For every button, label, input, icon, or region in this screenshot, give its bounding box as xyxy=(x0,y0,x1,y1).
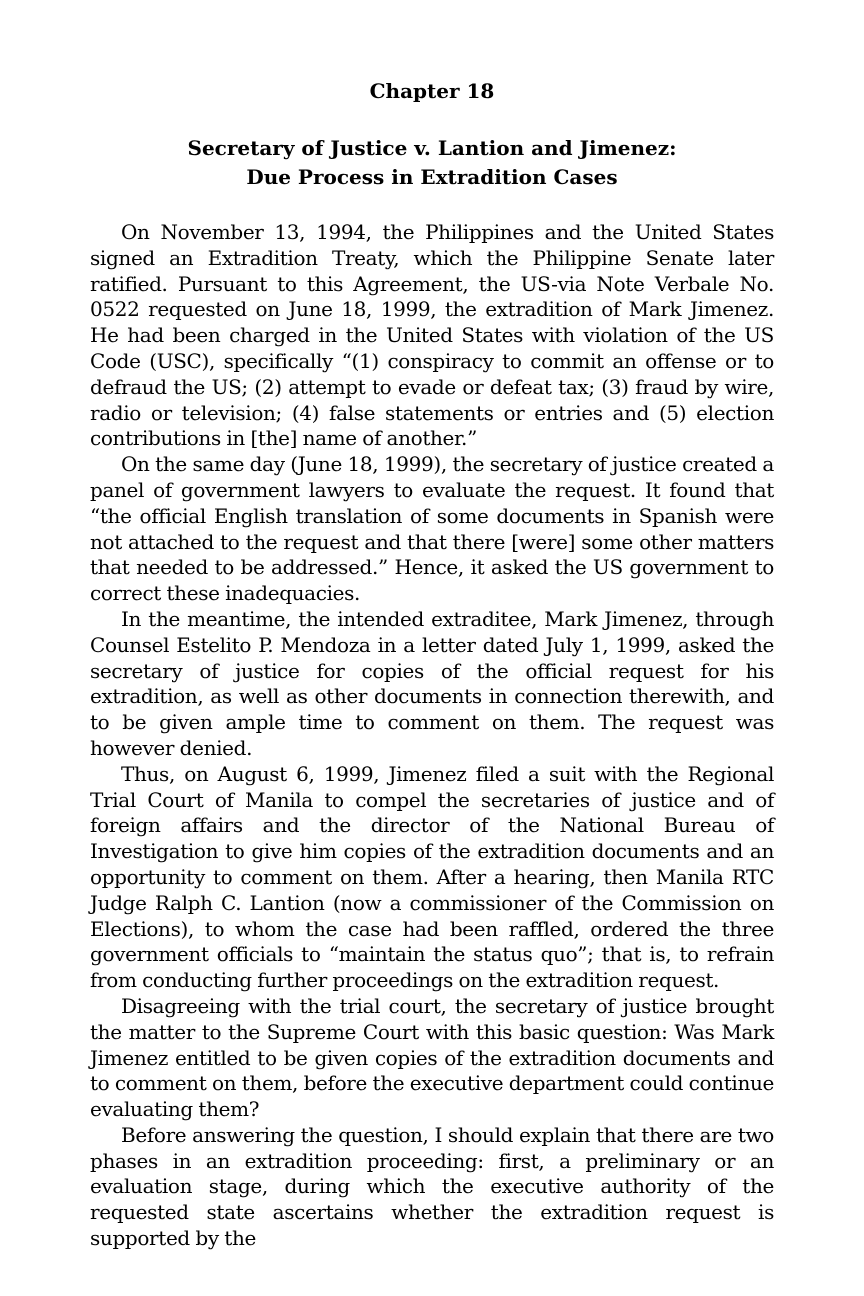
chapter-title-line-1: Secretary of Justice v. Lantion and Jimenez: xyxy=(187,136,677,160)
paragraph: On the same day (June 18, 1999), the secretary of justice created a panel of government lawyers to evaluate the request. It found that “the official English translation of some documents in Spanish were not attached to the request and that there [were] some other matters that needed to be addressed.” Hence, it asked the US government to correct these inadequacies. xyxy=(90,452,774,606)
paragraph: Before answering the question, I should explain that there are two phases in an extradition proceeding: first, a preliminary or an evaluation stage, during which the executive authority of the requested state ascertains whether the extradition request is supported by the xyxy=(90,1122,774,1251)
chapter-title xyxy=(90,134,774,192)
chapter-heading: Chapter 18 xyxy=(369,79,495,103)
paragraph: Thus, on August 6, 1999, Jimenez filed a suit with the Regional Trial Court of Manila to compel the secretaries of justice and of foreign affairs and the director of the National Bureau of Investigation to give him copies of the extradition documents and an opportunity to comment on them. After a hearing, then Manila RTC Judge Ralph C. Lantion (now a commissioner of the Commission on Elections), to whom the case had been raffled, ordered the three government officials to “maintain the status quo”; that is, to refrain from conducting further proceedings on the extradition request. xyxy=(90,761,774,993)
document-page xyxy=(90,76,774,1252)
chapter-title-line-2: Due Process in Extradition Cases xyxy=(246,165,618,189)
paragraph: In the meantime, the intended extraditee, Mark Jimenez, through Counsel Estelito P. Mendoza in a letter dated July 1, 1999, asked the secretary of justice for copies of the official request for his extradition, as well as other documents in connection therewith, and to be given ample time to comment on them. The request was however denied. xyxy=(90,606,774,760)
paragraph: On November 13, 1994, the Philippines and the United States signed an Extradition Treaty, which the Philippine Senate later ratified. Pursuant to this Agreement, the US-via Note Verbale No. 0522 requested on June 18, 1999, the extradition of Mark Jimenez. He had been charged in the United States with violation of the US Code (USC), specifically “(1) conspiracy to commit an offense or to defraud the US; (2) attempt to evade or defeat tax; (3) fraud by wire, radio or television; (4) false statements or entries and (5) election contributions in [the] name of another.” xyxy=(90,220,774,451)
body-text xyxy=(90,220,774,1252)
paragraph: Disagreeing with the trial court, the secretary of justice brought the matter to the Supreme Court with this basic question: Was Mark Jimenez entitled to be given copies of the extradition documents and to comment on them, before the executive department could continue evaluating them? xyxy=(90,993,774,1122)
